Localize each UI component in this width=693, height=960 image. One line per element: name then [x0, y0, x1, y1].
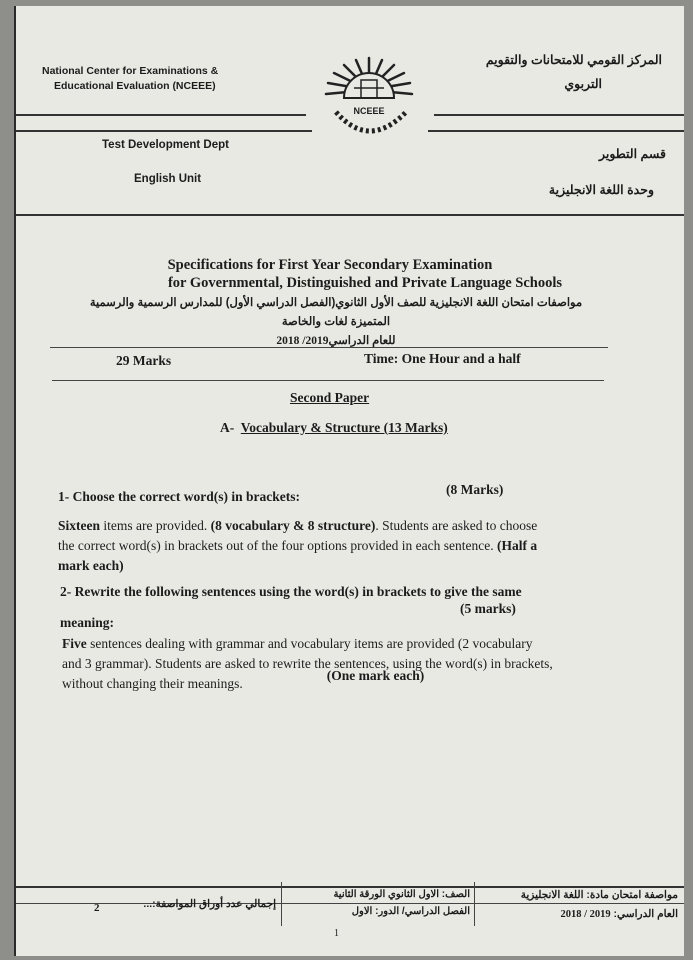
spec-title-ar-line2: المتميزة لغات والخاصة — [281, 316, 391, 328]
item-2-note: (One mark each) — [326, 668, 425, 683]
org-name-ar-line1: المركز القومي للامتحانات والتقويم — [485, 53, 662, 67]
header-rule-left-2 — [16, 130, 312, 132]
footer-subject-line1: مواصفة امتحان مادة: اللغة الانجليزية — [520, 889, 678, 901]
item-2-lead: Five — [62, 636, 87, 651]
item-2-heading-line1: 2- Rewrite the following sentences using the word(s) in brackets to give the same — [60, 584, 522, 599]
item-2-text1: sentences dealing with grammar and vocabulary items are provided (2 vocabulary — [86, 636, 533, 651]
footer-divider-2 — [474, 882, 475, 926]
org-name-ar — [442, 48, 662, 96]
item-2-body-line2: and 3 grammar). Students are asked to rewrite the sentences, using the word(s) in brackets, — [62, 656, 553, 671]
footer-subject — [478, 886, 678, 924]
footer-grade-line2: الفصل الدراسي/ الدور: الاول — [351, 906, 470, 917]
footer-total — [86, 898, 276, 910]
item-1-lead: Sixteen — [58, 518, 100, 533]
paper-label: Second Paper — [290, 390, 370, 405]
item-1-body — [58, 516, 618, 576]
item-1-text2: the correct word(s) in brackets out of the four options provided in each sentence. — [58, 538, 497, 553]
meta-rule-top — [50, 347, 608, 348]
item-2-heading-line2: meaning: — [60, 615, 114, 630]
logo-text: NCEEE — [353, 106, 385, 116]
item-1-bold2: (Half a — [496, 538, 538, 553]
item-2-text3: without changing their meanings. — [62, 676, 243, 691]
spec-title — [16, 256, 684, 292]
item-1-text1b: . Students are asked to choose — [375, 518, 538, 533]
footer-total-value: 2 — [94, 902, 100, 914]
section-title: Vocabulary & Structure (13 Marks) — [240, 420, 448, 435]
header-rule-right-2 — [428, 130, 684, 132]
org-name-en-line1: National Center for Examinations & — [42, 65, 219, 77]
spec-title-ar-line1: مواصفات امتحان اللغة الانجليزية للصف الأول الثانوي(الفصل الدراسي الأول) للمدارس الرسمية والرسمية — [89, 297, 583, 309]
dept-en: Test Development Dept — [102, 139, 229, 151]
meta-rule-bottom — [52, 380, 604, 381]
footer-grade-line1: الصف: الاول الثانوي الورقة الثانية — [333, 889, 470, 900]
spec-title-ar — [56, 294, 616, 351]
unit-en: English Unit — [134, 173, 202, 185]
item-1-bold3: mark each) — [58, 558, 124, 573]
footer-divider-1 — [281, 882, 282, 926]
item-1-bold1: (8 vocabulary & 8 structure) — [210, 518, 376, 533]
footer-grade — [286, 886, 470, 920]
spec-title-line2: for Governmental, Distinguished and Private Language Schools — [167, 275, 563, 291]
logo-emblem-icon — [314, 50, 424, 150]
org-name-en-line2: Educational Evaluation (NCEEE) — [54, 80, 216, 92]
item-2-body-line1 — [62, 634, 652, 654]
item-1-text1: items are provided. — [100, 518, 211, 533]
spec-title-line1: Specifications for First Year Secondary Examination — [167, 257, 493, 273]
total-marks: 29 Marks — [116, 353, 172, 368]
unit-ar: وحدة اللغة الانجليزية — [548, 183, 654, 197]
org-name-en — [42, 64, 218, 94]
exam-time: Time: One Hour and a half — [364, 351, 521, 366]
org-name-ar-line2: التربوي — [564, 77, 602, 91]
document-page — [14, 6, 684, 956]
item-2-marks: (5 marks) — [460, 601, 516, 616]
header-rule-left — [16, 114, 306, 116]
spec-title-ar-line3: للعام الدراسي2019/ 2018 — [276, 335, 396, 347]
header-bottom-rule — [16, 214, 684, 216]
section-heading — [220, 420, 448, 436]
dept-ar: قسم التطوير — [598, 147, 666, 161]
footer-year-value: 2019 / 2018 — [560, 909, 611, 920]
footer-year-label: العام الدراسي: — [613, 908, 678, 920]
item-1-heading: 1- Choose the correct word(s) in brackets: — [58, 489, 300, 504]
section-prefix: A- — [220, 420, 235, 435]
item-1-body-line2 — [58, 536, 618, 556]
footer-total-label: إجمالي عدد أوراق المواصفة:... — [143, 898, 276, 910]
item-1-body-line1 — [58, 516, 618, 536]
item-1-marks: (8 Marks) — [446, 482, 504, 497]
page-number: 1 — [334, 928, 339, 939]
item-2-body — [62, 634, 652, 694]
nceee-logo — [314, 50, 424, 150]
item-2-body-line3 — [62, 668, 652, 694]
header-rule-right — [434, 114, 684, 116]
